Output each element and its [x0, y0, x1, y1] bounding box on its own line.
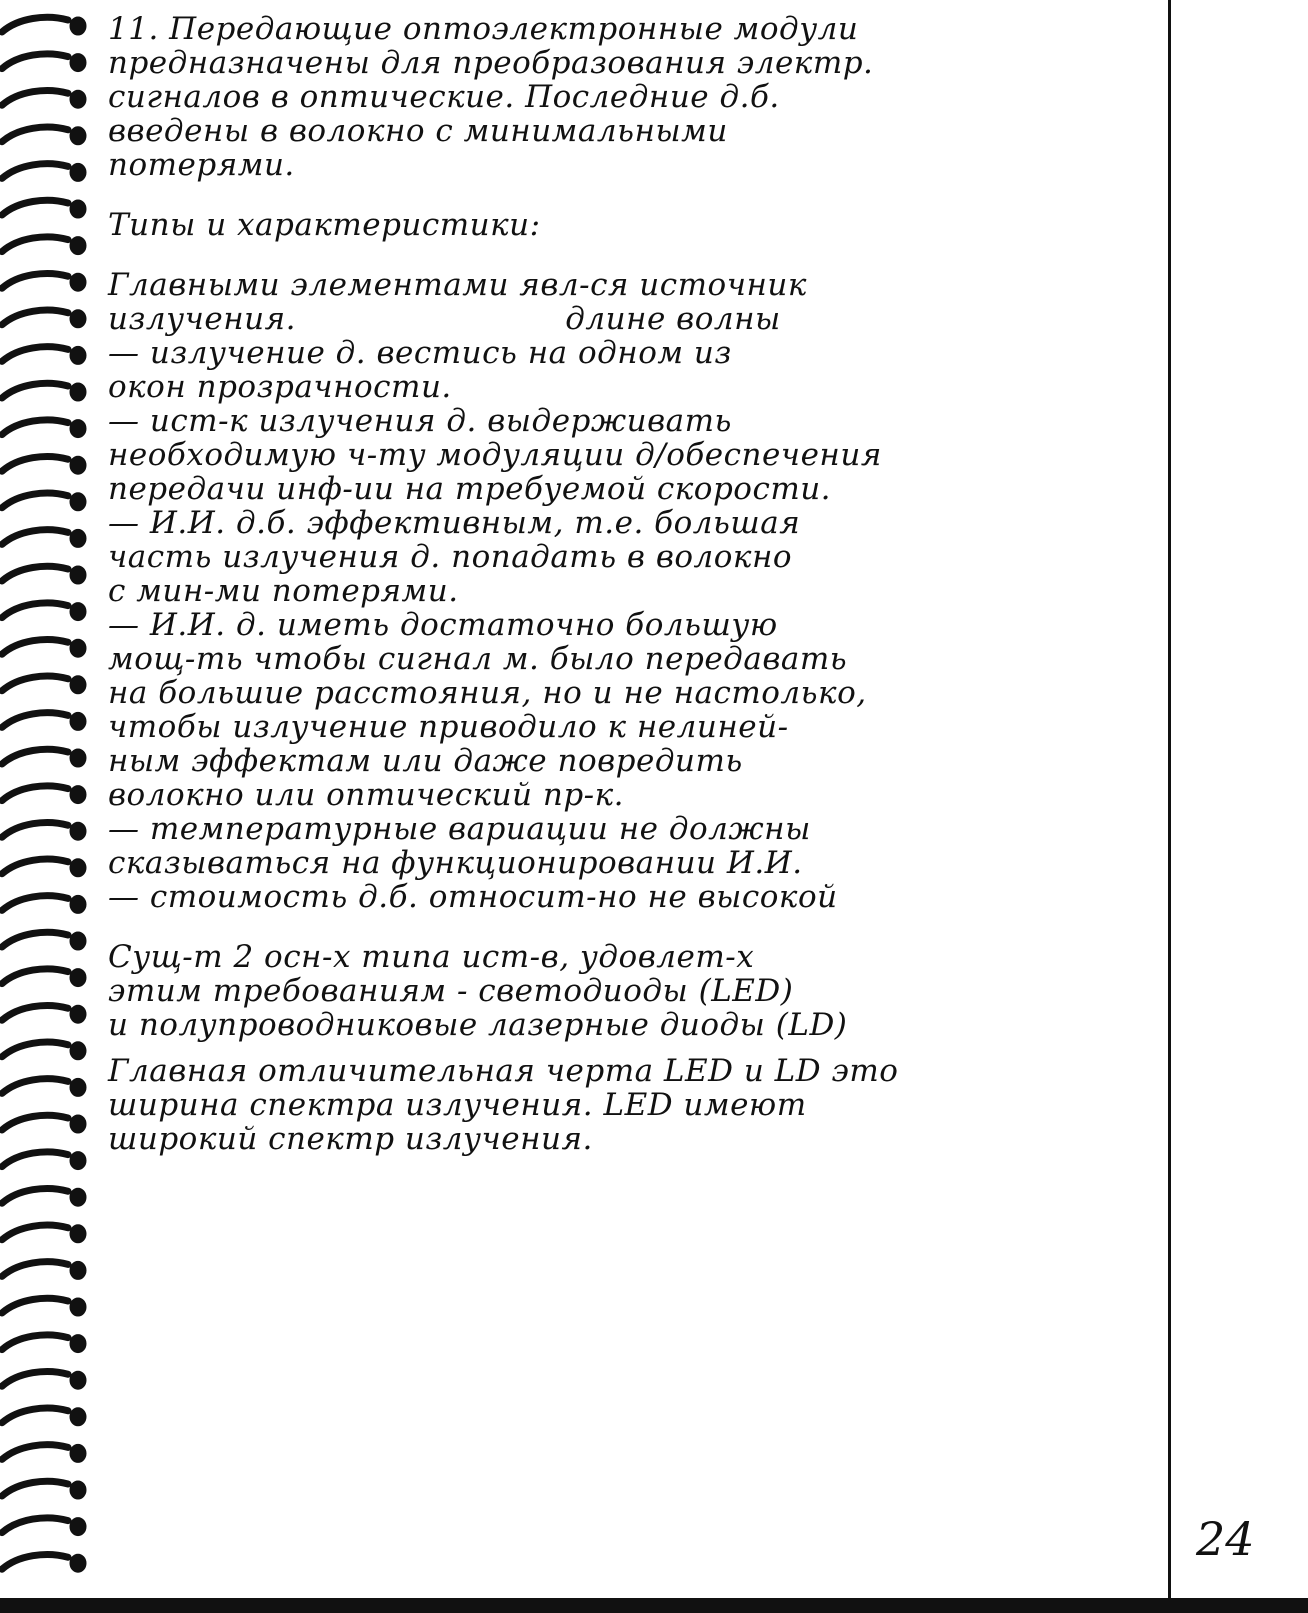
spiral-ring — [2, 1335, 68, 1350]
text-line: — температурные вариации не должны — [108, 811, 811, 847]
text-line: часть излучения д. попадать в волокно — [108, 539, 793, 575]
spiral-ring — [2, 1189, 68, 1204]
spiral-ring — [2, 310, 68, 325]
spiral-ring — [2, 200, 68, 215]
spiral-hole — [70, 566, 86, 584]
paragraph-requirements — [108, 268, 1188, 914]
spiral-hole — [70, 310, 86, 328]
text-line: предназначены для преобразования электр. — [108, 45, 874, 81]
paragraph-source-types — [108, 940, 1188, 1042]
spiral-hole — [70, 17, 86, 35]
spiral-hole — [70, 420, 86, 438]
text-line: Сущ-т 2 осн-х типа ист-в, удовлет-х — [108, 939, 755, 975]
spiral-ring — [2, 237, 68, 252]
spiral-hole — [70, 1298, 86, 1316]
text-line: — И.И. д.б. эффективным, т.е. большая — [108, 505, 801, 541]
spiral-ring — [2, 17, 68, 32]
text-line: 11. Передающие оптоэлектронные модули — [108, 11, 859, 47]
spiral-hole — [70, 200, 86, 218]
spiral-ring — [2, 1372, 68, 1387]
spiral-ring — [2, 1079, 68, 1094]
page-bottom-edge — [0, 1598, 1308, 1613]
spiral-hole — [70, 456, 86, 474]
spiral-hole — [70, 90, 86, 108]
spiral-ring — [2, 603, 68, 618]
spiral-ring — [2, 127, 68, 142]
spiral-ring — [2, 493, 68, 508]
spiral-ring — [2, 1445, 68, 1460]
spiral-ring — [2, 54, 68, 69]
text-line: введены в волокно с минимальными — [108, 113, 728, 149]
text-line: широкий спектр излучения. — [108, 1121, 593, 1157]
text-line: ным эффектам или даже повредить — [108, 743, 743, 779]
spiral-ring — [2, 274, 68, 289]
spiral-ring — [2, 1262, 68, 1277]
text-line: Главными элементами явл-ся источник — [108, 267, 807, 303]
text-line: окон прозрачности. — [108, 369, 452, 405]
spiral-hole — [70, 1518, 86, 1536]
paragraph-title — [108, 12, 1188, 182]
spiral-ring — [2, 786, 68, 801]
text-line: Типы и характеристики: — [108, 207, 541, 243]
spiral-hole — [70, 1444, 86, 1462]
text-line: — ист-к излучения д. выдерживать — [108, 403, 732, 439]
spiral-ring — [2, 749, 68, 764]
text-line: — излучение д. вестись на одном из — [108, 335, 732, 371]
spiral-hole — [70, 1554, 86, 1572]
spiral-hole — [70, 237, 86, 255]
spiral-hole — [70, 127, 86, 145]
spiral-ring — [2, 1006, 68, 1021]
spiral-hole — [70, 54, 86, 72]
spiral-ring — [2, 164, 68, 179]
spiral-hole — [70, 786, 86, 804]
text-line: излучения. длине волны — [108, 301, 781, 337]
spiral-hole — [70, 1115, 86, 1133]
text-line: Главная отличительная черта LED и LD это — [108, 1053, 899, 1089]
spiral-ring — [2, 1518, 68, 1533]
spiral-hole — [70, 822, 86, 840]
spiral-ring — [2, 91, 68, 106]
spiral-hole — [70, 1078, 86, 1096]
spiral-hole — [70, 639, 86, 657]
spiral-ring — [2, 530, 68, 545]
spiral-hole — [70, 712, 86, 730]
paragraph-led-ld-difference — [108, 1054, 1188, 1156]
spiral-hole — [70, 346, 86, 364]
text-line: волокно или оптический пр-к. — [108, 777, 625, 813]
text-line: этим требованиям - светодиоды (LED) — [108, 973, 794, 1009]
spiral-ring — [2, 932, 68, 947]
spiral-hole — [70, 1188, 86, 1206]
spiral-hole — [70, 493, 86, 511]
spiral-ring — [2, 676, 68, 691]
paragraph-types-heading — [108, 208, 1188, 242]
spiral-ring — [2, 457, 68, 472]
text-line: с мин-ми потерями. — [108, 573, 459, 609]
spiral-hole — [70, 1152, 86, 1170]
spiral-ring — [2, 1225, 68, 1240]
spiral-ring — [2, 713, 68, 728]
spiral-ring — [2, 347, 68, 362]
spiral-hole — [70, 859, 86, 877]
spiral-hole — [70, 969, 86, 987]
spiral-ring — [2, 1408, 68, 1423]
spiral-ring — [2, 969, 68, 984]
spiral-ring — [2, 859, 68, 874]
spiral-hole — [70, 1225, 86, 1243]
text-line: на большие расстояния, но и не настолько, — [108, 675, 867, 711]
text-line: потерями. — [108, 147, 295, 183]
spiral-ring — [2, 1115, 68, 1130]
spiral-ring — [2, 896, 68, 911]
spiral-ring — [2, 1298, 68, 1313]
text-line: — И.И. д. иметь достаточно большую — [108, 607, 778, 643]
spiral-hole — [70, 676, 86, 694]
spiral-hole — [70, 895, 86, 913]
text-line: — стоимость д.б. относит-но не высокой — [108, 879, 838, 915]
spiral-ring — [2, 1042, 68, 1057]
spiral-hole — [70, 1042, 86, 1060]
spiral-ring — [2, 1152, 68, 1167]
text-line: и полупроводниковые лазерные диоды (LD) — [108, 1007, 848, 1043]
spiral-ring — [2, 420, 68, 435]
spiral-hole — [70, 932, 86, 950]
spiral-ring — [2, 383, 68, 398]
spiral-ring — [2, 1555, 68, 1570]
text-line: сказываться на функционировании И.И. — [108, 845, 803, 881]
text-line: мощ-ть чтобы сигнал м. было передавать — [108, 641, 848, 677]
spiral-hole — [70, 163, 86, 181]
spiral-hole — [70, 1408, 86, 1426]
text-line: необходимую ч-ту модуляции д/обеспечения — [108, 437, 882, 473]
text-line: чтобы излучение приводило к нелиней- — [108, 709, 789, 745]
spiral-hole — [70, 529, 86, 547]
spiral-ring — [2, 1481, 68, 1496]
spiral-hole — [70, 1481, 86, 1499]
spiral-ring — [2, 640, 68, 655]
page-number: 24 — [1196, 1512, 1255, 1566]
spiral-hole — [70, 1335, 86, 1353]
spiral-ring — [2, 566, 68, 581]
spiral-hole — [70, 273, 86, 291]
text-line: сигналов в оптические. Последние д.б. — [108, 79, 780, 115]
handwritten-text — [108, 12, 1188, 1156]
spiral-hole — [70, 1261, 86, 1279]
spiral-hole — [70, 383, 86, 401]
spiral-binding-icon — [0, 0, 105, 1613]
text-line: передачи инф-ии на требуемой скорости. — [108, 471, 832, 507]
spiral-hole — [70, 1005, 86, 1023]
spiral-hole — [70, 603, 86, 621]
spiral-hole — [70, 749, 86, 767]
spiral-ring — [2, 823, 68, 838]
spiral-hole — [70, 1371, 86, 1389]
text-line: ширина спектра излучения. LED имеют — [108, 1087, 807, 1123]
